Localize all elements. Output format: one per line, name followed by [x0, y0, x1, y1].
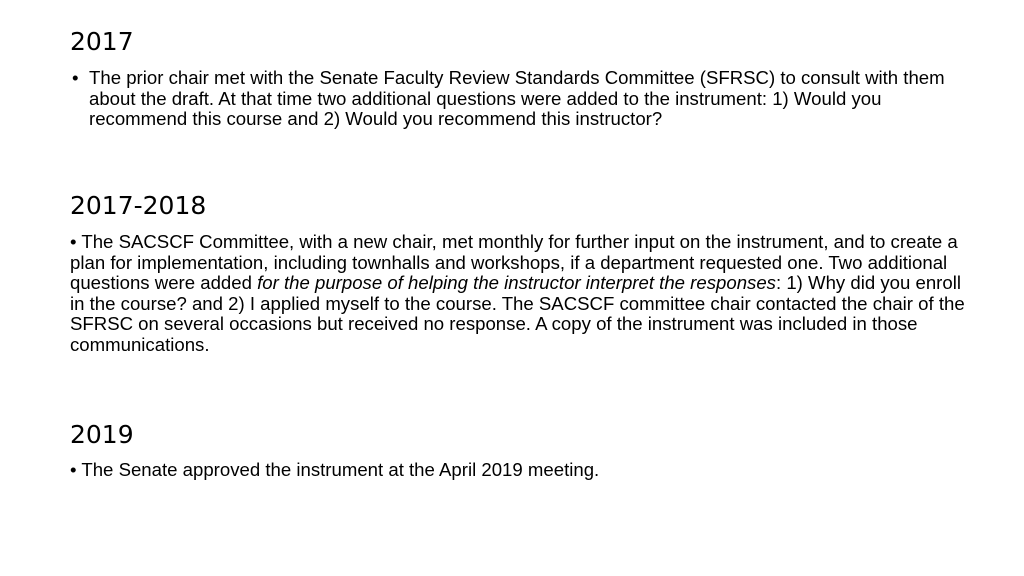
section-heading-2019: 2019: [70, 420, 134, 449]
paragraph-text-after: : 1) Why did you enroll in the course? and 2) I applied myself to the course. The SACSCF committee chair contacted the chair of the SFRSC on several occasions but received no response. A copy of the instrument was included in those communications.: [70, 272, 965, 355]
bullet-icon: •: [72, 67, 79, 88]
paragraph-text: The prior chair met with the Senate Faculty Review Standards Committee (SFRSC) to consult with them about the draft. At that time two additional questions were added to the instrument: 1) Would you recommend this course and 2) Would you recommend this instructor?: [89, 67, 945, 130]
paragraph-text-before: The SACSCF Committee, with a new chair, met monthly for further input on the instrument, and to create a plan for implementation, including townhalls and workshops, if a department requested one. Two additional questions were added: [70, 231, 958, 294]
section-paragraph-2017: [72, 68, 969, 130]
paragraph-text: The Senate approved the instrument at the April 2019 meeting.: [81, 459, 600, 480]
section-heading-2017-2018: 2017-2018: [70, 191, 207, 220]
bullet-icon: •: [70, 231, 77, 252]
bullet-icon: •: [70, 459, 77, 480]
section-paragraph-2019: [70, 460, 970, 481]
paragraph-text-italic: for the purpose of helping the instructor interpret the responses: [257, 272, 776, 294]
section-paragraph-2017-2018: [70, 232, 970, 356]
section-heading-2017: 2017: [70, 27, 134, 56]
